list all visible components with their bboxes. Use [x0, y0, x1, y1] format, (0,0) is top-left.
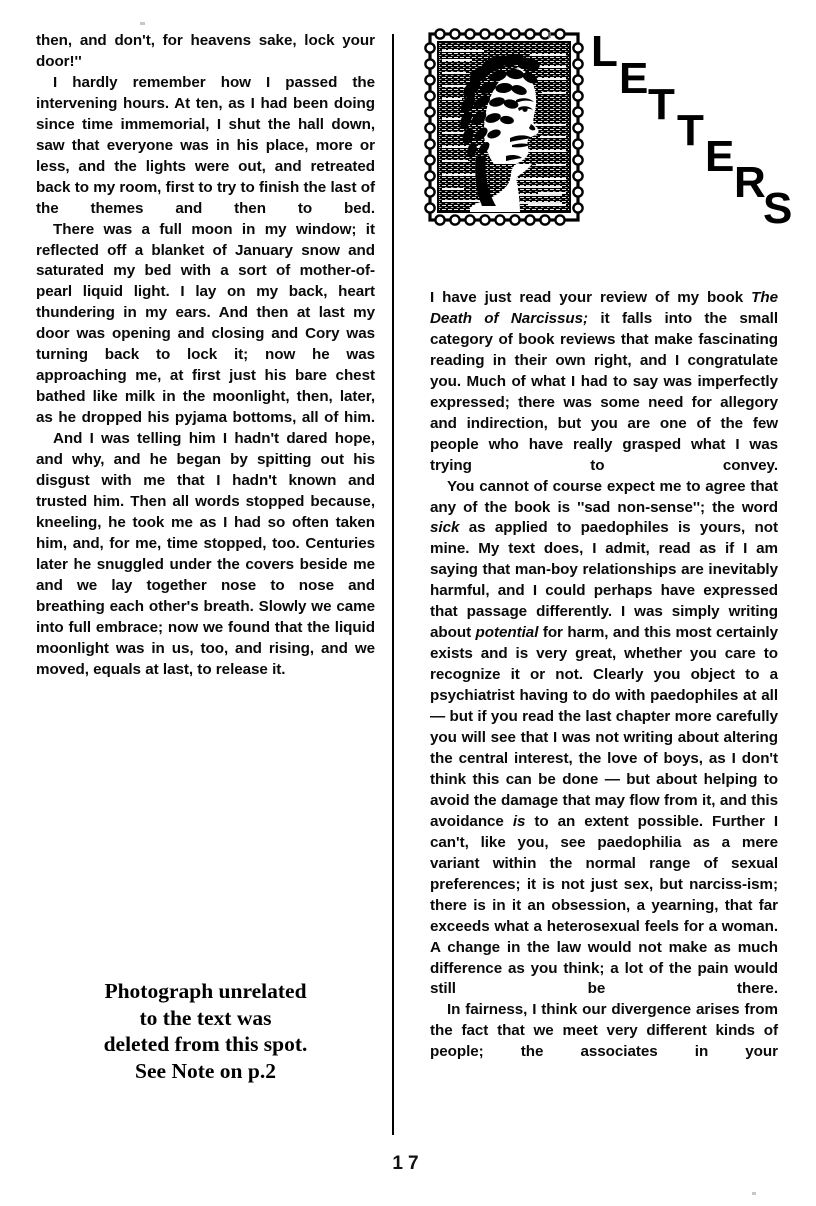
notice-line: Photograph unrelated	[104, 979, 307, 1003]
emphasised-word: sick	[430, 519, 460, 537]
text-run: to an extent possible. Further I can't, like you, see paedophilia as a mere variant within the normal range of sexual preferences; it is not just sex, but narciss-ism; there is in it an obsession, a yearning, that far exceeds what a heterosexual feels for a woman. A change in the law would not make as much difference as you think; a lot of the pain would still be there.	[430, 812, 778, 998]
deleted-photo-notice	[36, 978, 375, 1084]
masthead-letter: E	[619, 54, 649, 103]
masthead-letter: R	[734, 158, 766, 207]
letter-paragraph-2	[430, 477, 778, 1001]
masthead-letter: S	[763, 184, 793, 233]
left-text-column	[36, 31, 375, 681]
notice-line: to the text was	[139, 1005, 272, 1030]
book-title: The Death of Narcissus;	[430, 289, 778, 327]
masthead-letter: T	[677, 106, 704, 155]
paragraph: I hardly remember how I passed the intervening hours. At ten, as I had been doing since time immemorial, I shut the hall down, saw that everyone was in his place, more or less, and the lights were out, and retreated back to my room, first to try to finish the last of the themes and then to bed.	[36, 73, 375, 217]
notice-line: deleted from this spot.	[103, 1032, 308, 1056]
masthead-letter: L	[591, 27, 618, 76]
text-run: as applied to paedophiles is yours, not mine. My text does, I admit, read as if I am saying that man-boy relationships are inevitably harmful, and I could perhaps have expressed that passage differently. I was simply writing about	[430, 519, 778, 642]
paragraph: then, and don't, for heavens sake, lock your door!''	[36, 32, 375, 70]
text-run: I have just read your review of my book	[430, 289, 752, 306]
notice-line: See Note on p.2	[135, 1058, 276, 1083]
letters-masthead	[585, 26, 793, 233]
paragraph: And I was telling him I hadn't dared hope, and why, and he began by spitting out his disgust with me that I hadn't known and trusted him. Then all words stopped because, kneeling, he took me as I had so often taken him, and, for me, time stopped, too. Centuries later he snuggled under the covers beside me and we lay together nose to nose and breathing each other's breath. Slowly we came into full embrace; now we found that the liquid moonlight was in us, too, and rising, and we moved, equals at last, to release it.	[36, 430, 375, 678]
letter-paragraph-3: In fairness, I think our divergence arises from the fact that we meet very different kinds of people; the associates in your	[430, 1001, 778, 1061]
scan-speck	[548, 32, 551, 38]
page-number: 17	[392, 1153, 424, 1174]
letter-paragraph-1	[430, 288, 778, 477]
emphasised-word: is	[512, 812, 526, 830]
text-run: for harm, and this most certainly exists and is very great, whether you care to recognize it or not. Clearly you object to a psychiatrist having to do with paedophiles at all — but if you read the last chapter more carefully you will see that I was not writing about altering the central interest, the love of boys, as I don't think this can be done — but about helping to avoid the damage that may flow from it, and this avoidance	[430, 624, 778, 830]
emphasised-word: potential	[475, 624, 539, 642]
column-divider-rule	[392, 34, 394, 1135]
scan-speck	[752, 1192, 756, 1195]
right-text-column	[430, 288, 778, 1063]
postage-stamp-icon	[424, 28, 584, 226]
masthead-letter: E	[705, 132, 735, 181]
text-run: You cannot of course expect me to agree that any of the book is ''sad non-sense''; the word	[430, 477, 778, 516]
paragraph: There was a full moon in my window; it reflected off a blanket of January snow and saturated my bed with a sort of mother-of-pearl liquid light. I lay on my back, heart thundering in my ears. And then at last my door was opening and closing and Cory was turning back to lock it; now he was approaching me, at first just his bare chest bathed like milk in the moonlight, then, later, as he dropped his pyjama bottoms, all of him.	[36, 220, 375, 427]
stamp-portrait-engraving	[438, 42, 570, 212]
text-run: it falls into the small category of book reviews that make fascinating reading in their own right, and I congratulate you. Much of what I had to say was imperfectly expressed; there was some need for allegory and indirection, but you are one of the few people who have really grasped what I was trying to convey.	[430, 309, 779, 474]
masthead-letter: T	[648, 80, 675, 129]
scan-speck	[140, 22, 145, 25]
